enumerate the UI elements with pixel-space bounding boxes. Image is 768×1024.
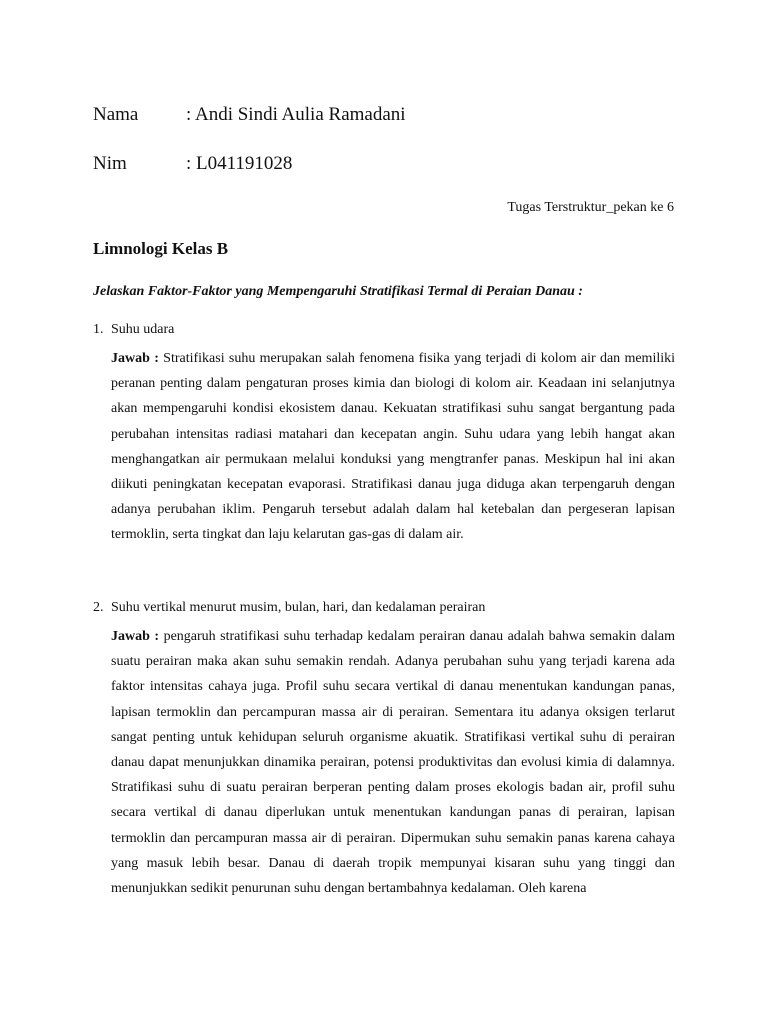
name-row — [93, 104, 406, 126]
nim-value: : L041191028 — [186, 153, 293, 174]
item-title: Suhu udara — [111, 322, 175, 337]
answer-label: Jawab : — [111, 351, 159, 366]
answer-paragraph — [111, 624, 675, 901]
list-item — [93, 599, 675, 901]
answer-text: pengaruh stratifikasi suhu terhadap kedalam perairan danau adalah bahwa semakin dalam suatu perairan maka akan suhu semakin rendah. Adanya perubahan suhu yang terjadi karena ada faktor intensitas cahaya juga. Profil suhu secara vertikal di danau menentukan kandungan panas, lapisan termoklin dan percampuran massa air di perairan. Sementara itu adanya oksigen terlarut sangat penting untuk kehidupan seluruh organisme akuatik. Stratifikasi vertikal suhu di perairan danau dapat menunjukkan dinamika perairan, potensi produktivitas dan evolusi kimia di dalamnya. Stratifikasi suhu di suatu perairan berperan penting dalam proses ekologis badan air, profil suhu secara vertikal di danau diperlukan untuk menentukan kandungan panas di perairan, lapisan termoklin dan percampuran massa air di perairan. Dipermukan suhu semakin panas karena cahaya yang masuk lebih besar. Danau di daerah tropik mempunyai kisaran suhu yang tinggi dan menunjukkan sedikit penurunan suhu dengan bertambahnya kedalaman. Oleh karena — [111, 629, 676, 897]
answer-label: Jawab : — [111, 629, 160, 644]
name-value: : Andi Sindi Aulia Ramadani — [186, 104, 406, 125]
nim-row — [93, 153, 292, 175]
answer-text: Stratifikasi suhu merupakan salah fenomena fisika yang terjadi di kolom air dan memiliki peranan penting dalam pengaturan proses kimia dan biologi di kolom air. Keadaan ini selanjutnya akan mempengaruhi kondisi ekosistem danau. Kekuatan stratifikasi suhu sangat bergantung pada perubahan intensitas radiasi matahari dan kecepatan angin. Suhu udara yang lebih hangat akan menghangatkan air permukaan melalui konduksi yang mengtranfer panas. Meskipun hal ini akan diikuti peningkatan kecepatan evaporasi. Stratifikasi danau juga diduga akan terpengaruh dengan adanya perubahan iklim. Pengaruh tersebut adalah dalam hal ketebalan dan pergeseran lapisan termoklin, serta tingkat dan laju kelarutan gas-gas di dalam air. — [111, 351, 676, 543]
assignment-title: Tugas Terstruktur_pekan ke 6 — [507, 200, 674, 215]
name-label: Nama — [93, 104, 139, 125]
course-title: Limnologi Kelas B — [93, 239, 229, 258]
nim-label: Nim — [93, 153, 127, 174]
item-title: Suhu vertikal menurut musim, bulan, hari, dan kedalaman perairan — [111, 600, 486, 615]
item-heading — [93, 321, 675, 339]
list-item — [93, 321, 675, 548]
answer-paragraph — [111, 346, 675, 548]
item-number: 2. — [93, 600, 104, 615]
question-text: Jelaskan Faktor-Faktor yang Mempengaruhi Stratifikasi Termal di Peraian Danau : — [93, 284, 583, 299]
item-heading — [93, 599, 675, 617]
item-number: 1. — [93, 322, 104, 337]
